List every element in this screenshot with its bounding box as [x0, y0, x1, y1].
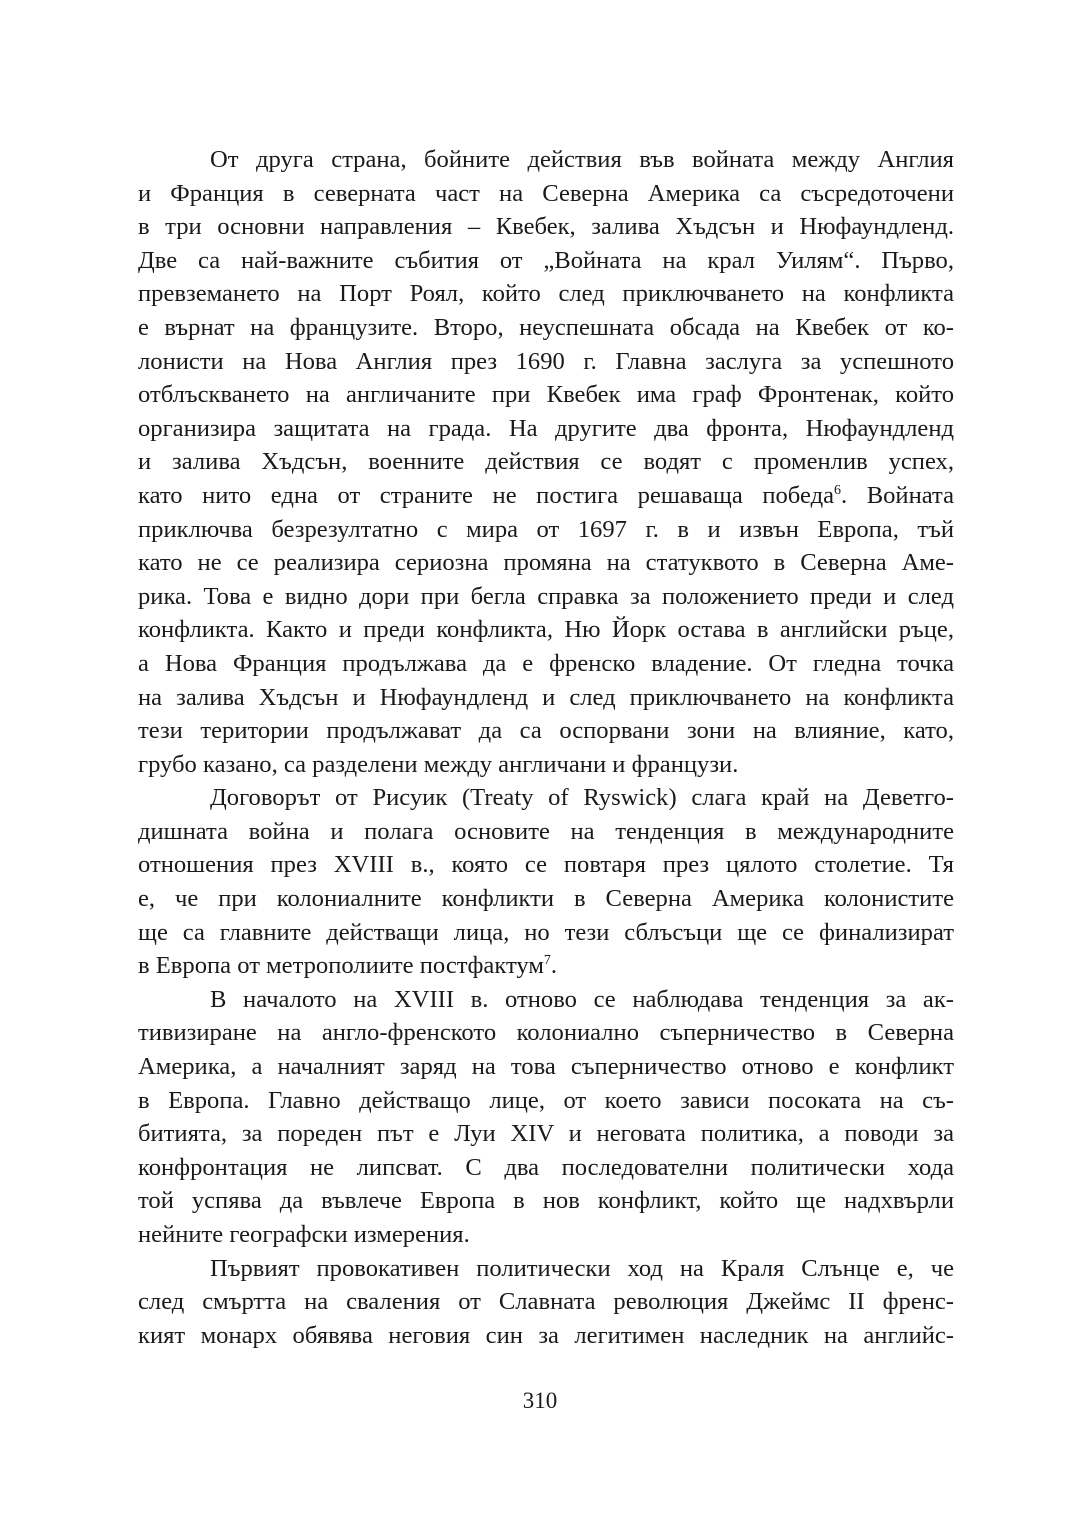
text-line: в Европа. Главно действащо лице, от което зависи посоката на съ- — [138, 1086, 954, 1114]
text-line: ще са главните действащи лица, но тези сблъсъци ще се финализират — [138, 918, 954, 946]
text-fragment: . — [550, 952, 558, 980]
text-line: От друга страна, бойните действия във войната между Англия — [210, 146, 954, 173]
text-line: битията, за пореден път е Луи XIV и неговата политика, а поводи за — [138, 1120, 954, 1148]
text-line: и Франция в северната част на Северна Америка са съсредоточени — [138, 179, 954, 207]
text-line: организира защитата на града. На другите два фронта, Нюфаундленд — [138, 414, 954, 442]
text-line: дишната война и полага основите на тенденция в международните — [138, 817, 954, 845]
text-line: тези територии продължават да са оспорвани зони на влияние, като, — [138, 717, 954, 745]
text-line: отношения през XVIII в., която се повтаря през цялото столетие. Тя — [138, 851, 954, 879]
text-fragment: . Войната — [841, 481, 954, 509]
text-line: нейните географски измерения. — [138, 1221, 470, 1248]
text-line: В началото на XVIII в. отново се наблюдава тенденция за ак- — [210, 985, 954, 1013]
footnote-marker: 6 — [834, 482, 842, 498]
text-line: Америка, а началният заряд на това съперничество отново е конфликт — [138, 1053, 954, 1081]
text-line: а Нова Франция продължава да е френско владение. От гледна точка — [138, 649, 954, 677]
text-line: Две са най-важните събития от „Войната на крал Уилям“. Първо, — [138, 246, 954, 274]
text-line: грубо казано, са разделени между англичани и французи. — [138, 750, 739, 778]
text-line: конфликта. Както и преди конфликта, Ню Йорк остава в английски ръце, — [138, 616, 954, 644]
text-line: лонисти на Нова Англия през 1690 г. Главна заслуга за успешното — [138, 347, 954, 375]
footnote-marker: 7 — [543, 953, 551, 969]
text-line-with-footnote — [138, 949, 954, 983]
text-line: конфронтация не липсват. С два последователни политически хода — [138, 1153, 954, 1181]
text-line: кият монарх обявява неговия син за легитимен наследник на английс- — [138, 1321, 954, 1349]
text-line: в три основни направления – Квебек, залива Хъдсън и Нюфаундленд. — [138, 213, 954, 241]
text-line: рика. Това е видно дори при бегла справка за положението преди и след — [138, 582, 954, 610]
text-line: той успява да въвлече Европа в нов конфликт, който ще надхвърли — [138, 1187, 954, 1215]
text-line: отблъскването на англичаните при Квебек има граф Фронтенак, който — [138, 381, 954, 409]
text-line: и залива Хъдсън, военните действия се водят с променлив успех, — [138, 448, 954, 476]
body-text — [138, 143, 954, 1352]
text-line: тивизиране на англо-френското колониално съперничество в Северна — [138, 1019, 954, 1047]
text-line: е, че при колониалните конфликти в Северна Америка колонистите — [138, 885, 954, 913]
text-line: Първият провокативен политически ход на Краля Слънце е, че — [210, 1254, 954, 1282]
text-line-with-footnote — [138, 479, 954, 513]
text-fragment: в Европа от метрополиите постфактум — [138, 952, 544, 980]
text-line: приключва безрезултатно с мира от 1697 г. в и извън Европа, тъй — [138, 515, 954, 543]
text-line: Договорът от Рисуик (Treaty of Ryswick) слага край на Деветго- — [210, 784, 954, 812]
text-line: на залива Хъдсън и Нюфаундленд и след приключването на конфликта — [138, 683, 954, 711]
text-line: е върнат на французите. Второ, неуспешната обсада на Квебек от ко- — [138, 313, 954, 341]
text-fragment: като нито една от страните не постига решаваща победа — [138, 481, 835, 509]
text-line: превземането на Порт Роял, който след приключването на конфликта — [138, 280, 954, 308]
page-number: 310 — [522, 1388, 558, 1413]
text-line: като не се реализира сериозна промяна на статуквото в Северна Аме- — [138, 549, 954, 577]
text-line: след смъртта на сваления от Славната революция Джеймс II френс- — [138, 1288, 954, 1316]
